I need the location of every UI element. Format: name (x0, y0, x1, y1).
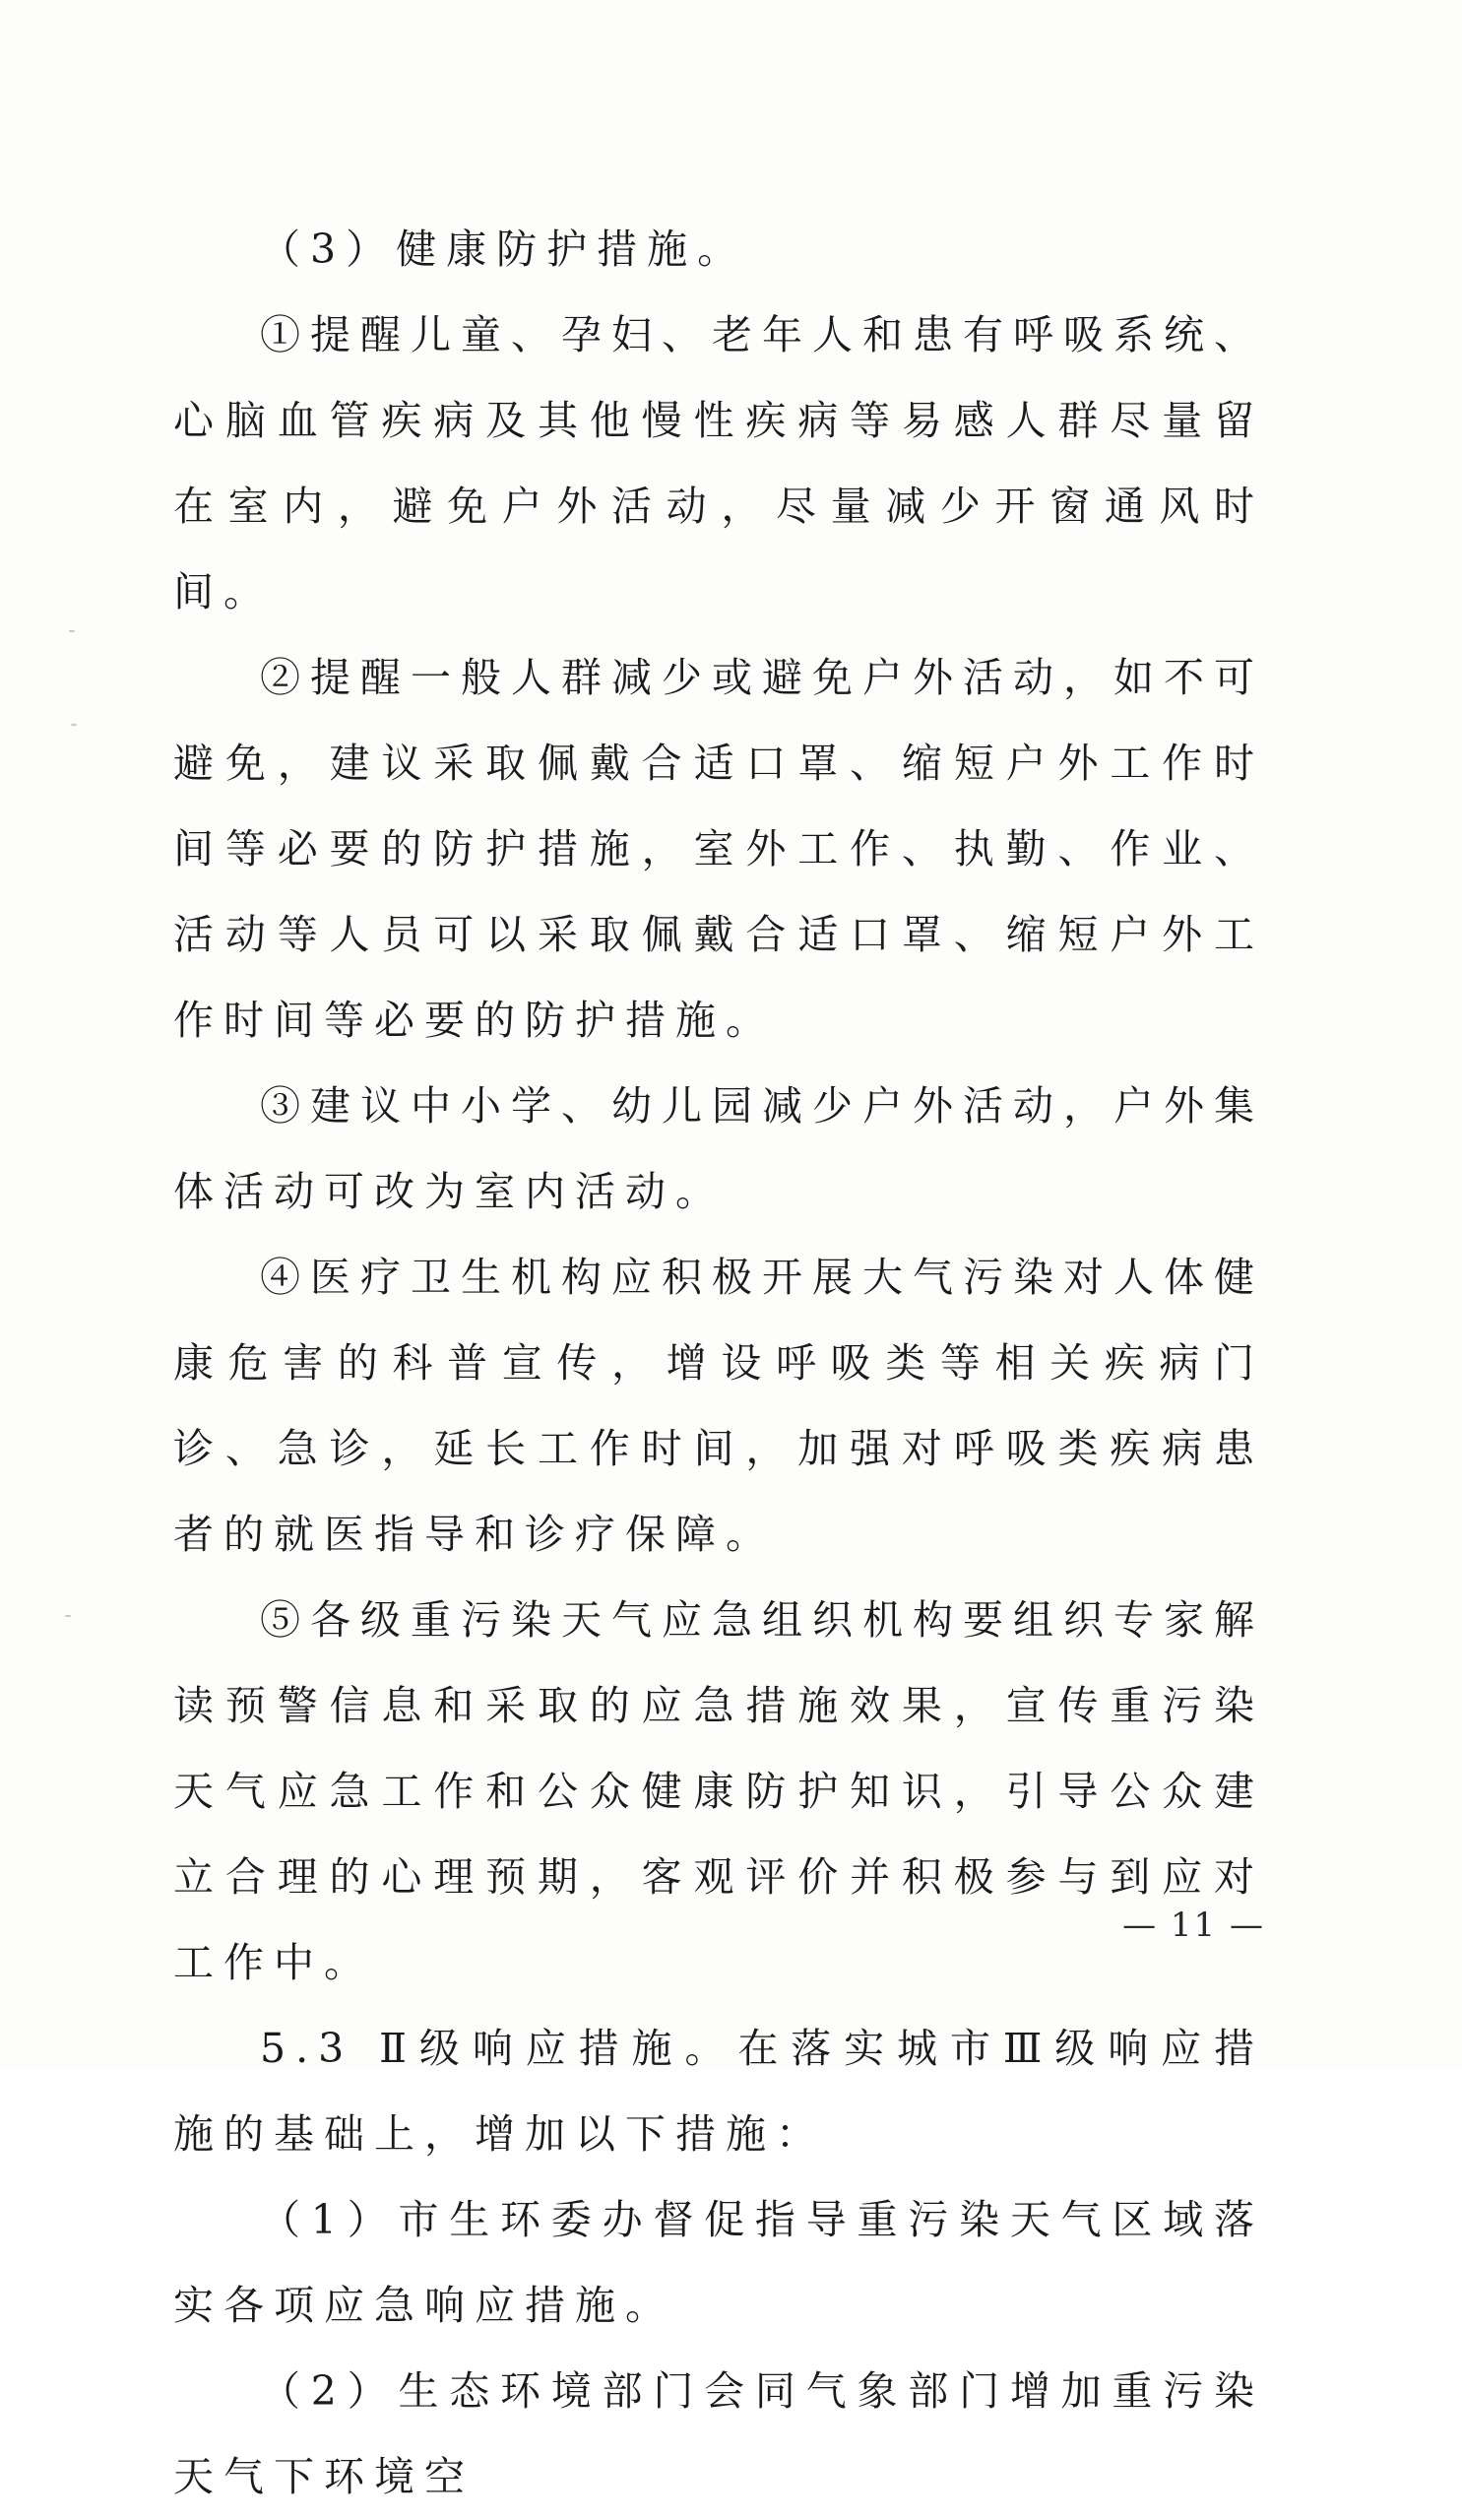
paragraph-measure-2: （2）生态环境部门会同气象部门增加重污染天气下环境空 (173, 2367, 1264, 2500)
paragraph-item-5: ⑤各级重污染天气应急组织机构要组织专家解读预警信息和采取的应急措施效果，宣传重污染天气应急工作和公众健康防护知识，引导公众建立合理的心理预期，客观评价并积极参与到应对工作中。 (173, 1596, 1264, 1986)
paragraph-item-1: ①提醒儿童、孕妇、老年人和患有呼吸系统、心脑血管疾病及其他慢性疾病等易感人群尽量留在室内，避免户外活动，尽量减少开窗通风时间。 (173, 311, 1264, 615)
paragraph-item-4: ④医疗卫生机构应积极开展大气污染对人体健康危害的科普宣传，增设呼吸类等相关疾病门诊、急诊，延长工作时间，加强对呼吸类疾病患者的就医指导和诊疗保障。 (173, 1254, 1264, 1558)
paragraph-item-2: ②提醒一般人群减少或避免户外活动，如不可避免，建议采取佩戴合适口罩、缩短户外工作时间等必要的防护措施，室外工作、执勤、作业、活动等人员可以采取佩戴合适口罩、缩短户外工作时间等必要的防护措施。 (173, 654, 1264, 1044)
paragraph-item-3: ③建议中小学、幼儿园减少户外活动，户外集体活动可改为室内活动。 (173, 1082, 1264, 1215)
document-body (173, 207, 1264, 2520)
page-number: — 11 — (1122, 1906, 1265, 1945)
scan-speck (65, 1615, 71, 1617)
section-heading-health-protection: （3）健康防护措施。 (260, 226, 748, 273)
paragraph-measure-1: （1）市生环委办督促指导重污染天气区域落实各项应急响应措施。 (173, 2196, 1264, 2329)
scan-speck (69, 630, 75, 632)
section-heading-level-2-response: 5.3 Ⅱ级响应措施。在落实城市Ⅲ级响应措施的基础上，增加以下措施： (173, 2025, 1264, 2158)
scan-speck (71, 724, 77, 726)
